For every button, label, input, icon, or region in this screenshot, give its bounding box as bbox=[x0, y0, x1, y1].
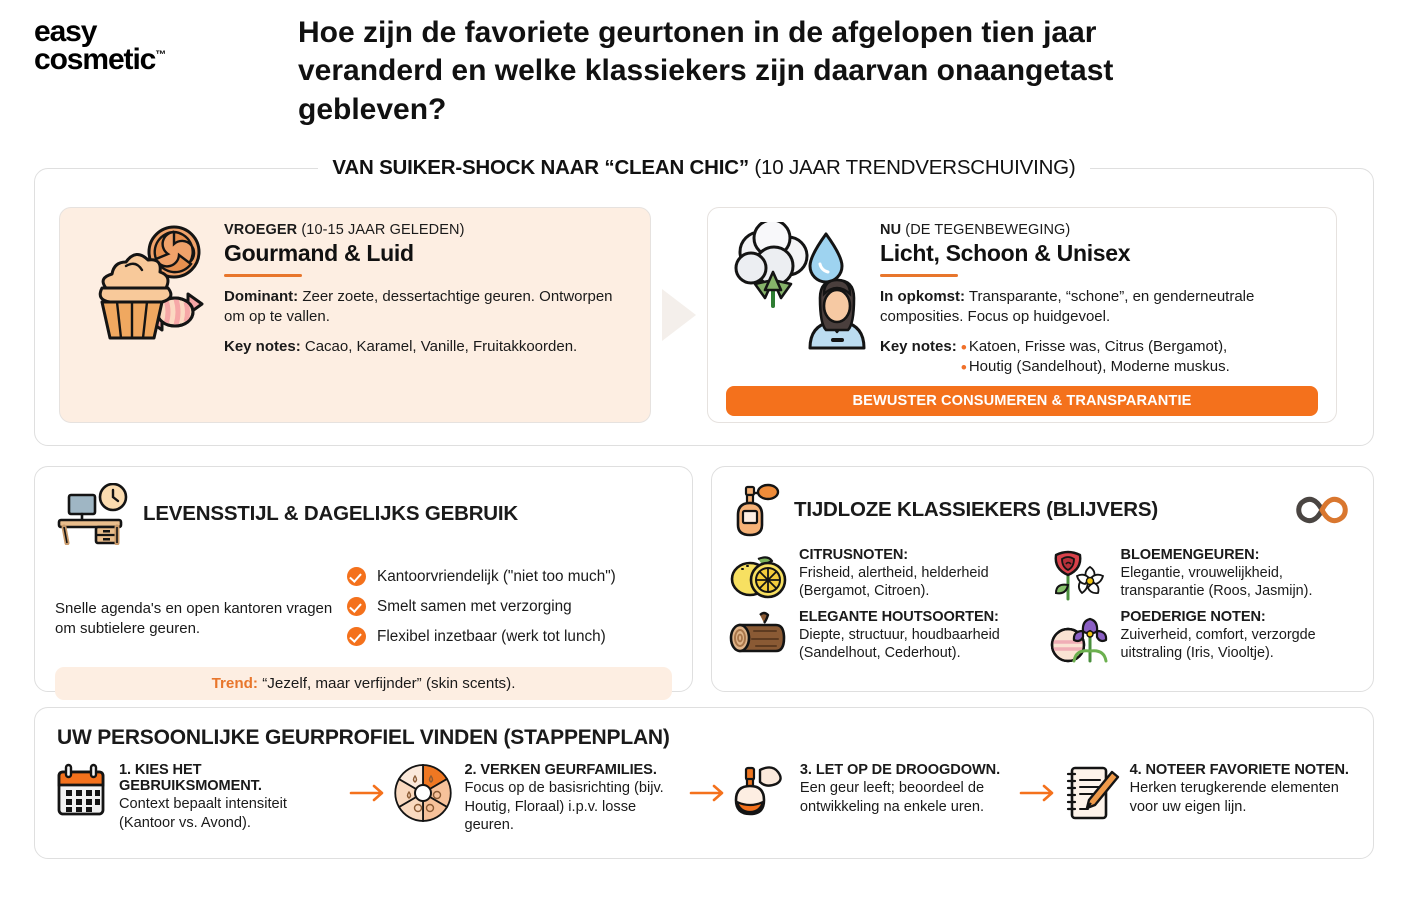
check-circle-icon bbox=[347, 567, 366, 586]
trend-shift-card bbox=[34, 156, 1374, 446]
now-keynote-line: • Katoen, Frisse was, Citrus (Bergamot), bbox=[960, 337, 1228, 357]
check-circle-icon bbox=[347, 597, 366, 616]
page-title: Hoe zijn de favoriete geurtonen in de afgelopen tien jaar veranderd en welke klassiekers zijn daarvan onaangetast gebleven? bbox=[298, 16, 1114, 126]
now-divider bbox=[880, 274, 958, 277]
trend-shift-title: VAN SUIKER-SHOCK NAAR “CLEAN CHIC” (10 JAAR TRENDVERSCHUIVING) bbox=[318, 156, 1089, 180]
cta-banner[interactable]: BEWUSTER CONSUMEREN & TRANSPARANTIE bbox=[726, 386, 1318, 416]
arrow-right-icon bbox=[346, 762, 392, 802]
steps-row bbox=[35, 750, 1373, 835]
step-body: Context bepaalt intensiteit (Kantoor vs. Avond). bbox=[119, 796, 287, 831]
lifestyle-header bbox=[35, 467, 692, 545]
desk-clock-icon bbox=[55, 483, 131, 545]
lifestyle-body bbox=[35, 545, 692, 657]
bullet-dot-icon: • bbox=[960, 357, 967, 377]
brand-logo-line1: easy bbox=[34, 15, 97, 48]
classics-item-heading: POEDERIGE NOTEN: bbox=[1120, 609, 1266, 625]
infinity-icon bbox=[1289, 492, 1355, 528]
classics-item-heading: BLOEMENGEUREN: bbox=[1120, 547, 1260, 563]
trend-shift-body bbox=[35, 169, 1373, 445]
step-item bbox=[732, 762, 1016, 820]
classics-grid bbox=[712, 539, 1373, 665]
list-item bbox=[728, 609, 1036, 665]
step-heading: 1. KIES HET GEBRUIKSMOMENT. bbox=[119, 762, 262, 794]
classics-card bbox=[711, 466, 1374, 692]
past-heading: Gourmand & Luid bbox=[224, 240, 414, 266]
lifestyle-card bbox=[34, 466, 693, 692]
list-item bbox=[1050, 547, 1358, 603]
list-item bbox=[347, 597, 672, 616]
wood-log-icon bbox=[728, 609, 790, 659]
classics-item-text bbox=[1121, 547, 1358, 601]
past-body: Dominant: Zeer zoete, dessertachtige geuren. Ontworpen om op te vallen. bbox=[224, 288, 613, 325]
step-text bbox=[1130, 762, 1355, 816]
checklist-label: Kantoorvriendelijk ("niet too much") bbox=[377, 567, 616, 585]
trend-callout bbox=[55, 667, 672, 700]
classics-title: TIJDLOZE KLASSIEKERS (BLIJVERS) bbox=[794, 498, 1158, 521]
classics-item-body: Zuiverheid, comfort, verzorgde uitstraling (Iris, Viooltje). bbox=[1120, 627, 1316, 662]
steps-card bbox=[34, 707, 1374, 859]
step-item bbox=[1062, 762, 1355, 824]
classics-item-text bbox=[799, 609, 1036, 663]
classics-header bbox=[712, 467, 1373, 539]
atomizer-icon bbox=[732, 762, 790, 820]
brand-logo bbox=[34, 14, 274, 76]
arrow-right-icon bbox=[1016, 762, 1062, 802]
calendar-icon bbox=[53, 762, 109, 820]
notepad-pencil-icon bbox=[1062, 762, 1120, 824]
classics-item-heading: ELEGANTE HOUTSOORTEN: bbox=[799, 609, 999, 625]
checklist-label: Flexibel inzetbaar (werk tot lunch) bbox=[377, 627, 606, 645]
classics-item-body: Diepte, structuur, houdbaarheid (Sandelhout, Cederhout). bbox=[799, 627, 1000, 662]
now-heading: Licht, Schoon & Unisex bbox=[880, 240, 1131, 266]
lifestyle-checklist bbox=[347, 559, 672, 657]
lifestyle-description: Snelle agenda's en open kantoren vragen om subtielere geuren. bbox=[55, 600, 333, 637]
brand-logo-line2: cosmetic™ bbox=[34, 42, 167, 76]
past-eyebrow: VROEGER (10-15 JAAR GELEDEN) bbox=[224, 222, 465, 238]
classics-item-body: Frisheid, alertheid, helderheid (Bergamot, Citroen). bbox=[799, 565, 989, 600]
checklist-label: Smelt samen met verzorging bbox=[377, 597, 572, 615]
iris-powder-icon bbox=[1050, 609, 1112, 665]
steps-title: UW PERSOONLIJKE GEURPROFIEL VINDEN (STAPPENPLAN) bbox=[57, 726, 670, 749]
lifestyle-title: LEVENSSTIJL & DAGELIJKS GEBRUIK bbox=[143, 502, 519, 525]
step-body: Herken terugkerende elementen voor uw eigen lijn. bbox=[1129, 780, 1339, 815]
step-body: Een geur leeft; beoordeel de ontwikkeling na enkele uren. bbox=[799, 780, 985, 815]
list-item bbox=[728, 547, 1036, 603]
step-item bbox=[53, 762, 346, 832]
now-panel bbox=[707, 207, 1337, 423]
now-body: In opkomst: Transparante, “schone”, en genderneutrale composities. Focus op huidgevoel. bbox=[880, 288, 1255, 325]
list-item bbox=[1050, 609, 1358, 665]
classics-item-text bbox=[799, 547, 1036, 601]
trend-callout-label: Trend: bbox=[211, 675, 258, 692]
rose-jasmine-icon bbox=[1050, 547, 1112, 603]
transition-arrow bbox=[651, 207, 707, 423]
step-text bbox=[800, 762, 1016, 816]
step-item bbox=[392, 762, 685, 835]
arrow-right-wedge-icon bbox=[662, 289, 696, 341]
list-item bbox=[347, 627, 672, 646]
classics-item-heading: CITRUSNOTEN: bbox=[799, 547, 909, 563]
step-heading: 4. NOTEER FAVORIETE NOTEN. bbox=[1129, 762, 1349, 778]
step-body: Focus op de basisrichting (bijv. Houtig, Floraal) i.p.v. losse geuren. bbox=[464, 780, 664, 834]
now-keynotes: Key notes: • Katoen, Frisse was, Citrus (Bergamot), • Houtig (Sandelhout), Moderne muskus. bbox=[880, 337, 1230, 377]
past-divider bbox=[224, 274, 302, 277]
past-panel bbox=[59, 207, 651, 423]
classics-item-body: Elegantie, vrouwelijkheid, transparantie (Roos, Jasmijn). bbox=[1120, 565, 1313, 600]
list-item bbox=[347, 567, 672, 586]
arrow-right-icon bbox=[686, 762, 732, 802]
now-panel-body bbox=[880, 222, 1318, 376]
lemon-icon bbox=[728, 547, 790, 603]
perfume-bottle-icon bbox=[730, 481, 782, 539]
step-heading: 3. LET OP DE DROOGDOWN. bbox=[799, 762, 1001, 778]
past-panel-body bbox=[224, 222, 632, 357]
page-header bbox=[0, 0, 1408, 129]
step-text bbox=[464, 762, 685, 835]
fragrance-wheel-icon bbox=[392, 762, 454, 824]
trend-callout-text: “Jezelf, maar verfijnder” (skin scents). bbox=[258, 675, 516, 692]
now-keynote-line: • Houtig (Sandelhout), Moderne muskus. bbox=[960, 357, 1230, 377]
clean-icons-group bbox=[726, 222, 866, 350]
now-eyebrow: NU (DE TEGENBEWEGING) bbox=[880, 222, 1071, 238]
check-circle-icon bbox=[347, 627, 366, 646]
bullet-dot-icon: • bbox=[960, 337, 967, 357]
cupcake-candy-icon bbox=[78, 222, 210, 342]
classics-item-text bbox=[1121, 609, 1358, 663]
past-keynotes: Key notes: Cacao, Karamel, Vanille, Fruitakkoorden. bbox=[224, 337, 578, 355]
trademark-mark: ™ bbox=[155, 48, 167, 61]
step-text bbox=[119, 762, 346, 832]
step-heading: 2. VERKEN GEURFAMILIES. bbox=[464, 762, 657, 778]
